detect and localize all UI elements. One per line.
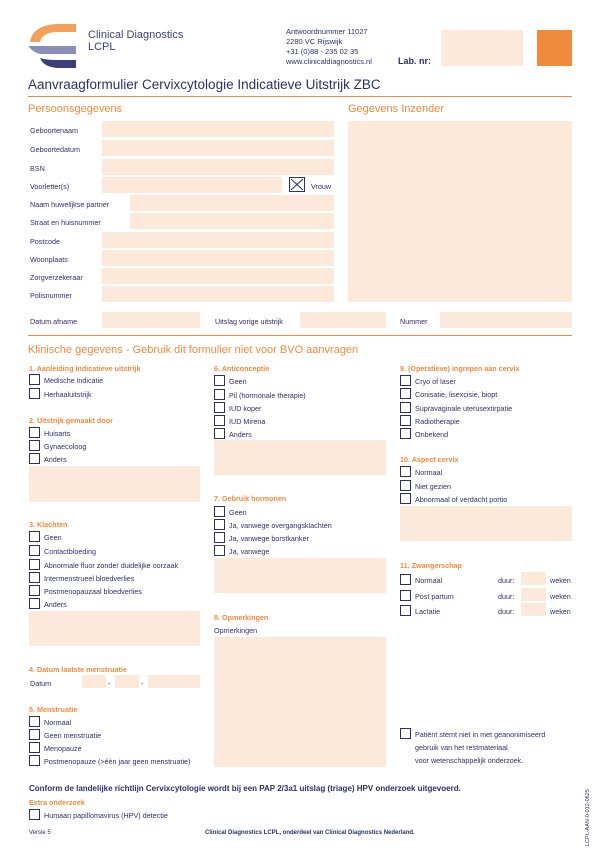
checkbox-unknown[interactable] bbox=[400, 428, 411, 439]
checkbox-gynaecologist[interactable] bbox=[29, 440, 40, 451]
postcode-field[interactable] bbox=[102, 232, 334, 248]
checkbox-conisation[interactable] bbox=[400, 388, 411, 399]
option-other-taker: Anders bbox=[44, 455, 67, 464]
option-unknown: Onbekend bbox=[415, 430, 449, 439]
abnormal-portio-field[interactable] bbox=[400, 506, 572, 541]
insurer-field[interactable] bbox=[102, 268, 334, 284]
option-intermenstrual: Intermenstrueel bloedverlies bbox=[44, 574, 135, 583]
checkbox-hormones-breast[interactable] bbox=[214, 532, 225, 543]
cross-icon bbox=[290, 178, 304, 191]
form-title: Aanvraagformulier Cervixcytologie Indicatieve Uitstrijk ZBC bbox=[28, 77, 381, 92]
extra-research-heading: Extra onderzoek bbox=[29, 798, 85, 807]
checkbox-cryo-laser[interactable] bbox=[400, 375, 411, 386]
hormones-other-field[interactable] bbox=[214, 558, 386, 593]
label-birth-name: Geboortenaam bbox=[30, 126, 78, 135]
label-city: Woonplaats bbox=[30, 255, 68, 264]
duration-field-3[interactable] bbox=[521, 603, 546, 616]
checkbox-intermenstrual[interactable] bbox=[29, 572, 40, 583]
checkbox-not-seen[interactable] bbox=[400, 480, 411, 491]
birth-name-field[interactable] bbox=[102, 121, 334, 137]
option-contact-bleeding: Contactbloeding bbox=[44, 547, 96, 556]
city-field[interactable] bbox=[102, 250, 334, 266]
checkbox-no-menses[interactable] bbox=[29, 729, 40, 740]
weeks-label-2: weken bbox=[550, 592, 571, 601]
lab-number-field[interactable] bbox=[441, 30, 523, 66]
duration-label-1: duur: bbox=[498, 576, 515, 585]
guideline-text: Conform de landelijke richtlijn Cervixcytologie wordt bij een PAP 2/3a1 uitslag (triage) HPV onderzoek uitgevoerd. bbox=[29, 784, 461, 793]
option-hormones-breast: Ja, vanwege borstkanker bbox=[229, 534, 309, 543]
option-complaint-none: Geen bbox=[44, 533, 62, 542]
option-gp: Huisarts bbox=[44, 429, 71, 438]
contra-other-field[interactable] bbox=[214, 440, 386, 475]
initials-field[interactable] bbox=[102, 177, 282, 193]
option-menopause: Menopauze bbox=[44, 744, 82, 753]
label-birth-date: Geboortedatum bbox=[30, 145, 80, 154]
consent-line-3: voor wetenschappelijk onderzoek. bbox=[415, 756, 524, 765]
s2-title: 2. Uitstrijk gemaakt door bbox=[29, 416, 113, 425]
option-menses-normal: Normaal bbox=[44, 718, 72, 727]
checkbox-contra-other[interactable] bbox=[214, 428, 225, 439]
checkbox-consent-refusal[interactable] bbox=[400, 728, 411, 739]
option-medical-indication: Medische indicatie bbox=[44, 376, 104, 385]
checkbox-contra-none[interactable] bbox=[214, 375, 225, 386]
date-separator-2: - bbox=[141, 679, 144, 688]
s6-title: 6. Anticonceptie bbox=[214, 364, 270, 373]
checkbox-pill[interactable] bbox=[214, 389, 225, 400]
checkbox-repeat-smear[interactable] bbox=[29, 388, 40, 399]
phone: +31 (0)88 - 235 02 35 bbox=[286, 47, 359, 56]
footer-org: Clinical Diagnostics LCPL, onderdeel van Clinical Diagnostics Nederland. bbox=[205, 830, 415, 836]
consent-line-2: gebruik van het restmateriaal bbox=[415, 743, 508, 752]
clinical-rule bbox=[28, 335, 572, 336]
checkbox-abnormal-portio[interactable] bbox=[400, 493, 411, 504]
company-logo bbox=[26, 20, 82, 72]
label-street: Straat en huisnummer bbox=[30, 218, 101, 227]
checkbox-complaint-none[interactable] bbox=[29, 531, 40, 542]
duration-label-3: duur: bbox=[498, 607, 515, 616]
checkbox-cervix-normal[interactable] bbox=[400, 466, 411, 477]
checkbox-menopause[interactable] bbox=[29, 742, 40, 753]
lmp-month-field[interactable] bbox=[115, 675, 139, 688]
checkbox-medical-indication[interactable] bbox=[29, 374, 40, 385]
checkbox-hormones-menopause[interactable] bbox=[214, 519, 225, 530]
sender-heading: Gegevens Inzender bbox=[348, 103, 445, 115]
company-name: Clinical Diagnostics bbox=[88, 29, 184, 41]
s8-title: 8. Opmerkingen bbox=[214, 613, 269, 622]
birth-date-field[interactable] bbox=[102, 140, 334, 156]
weeks-label-3: weken bbox=[550, 607, 571, 616]
checkbox-contact-bleeding[interactable] bbox=[29, 545, 40, 556]
option-hormones-other: Ja, vanwege bbox=[229, 547, 270, 556]
option-cervix-normal: Normaal bbox=[415, 468, 443, 477]
policy-field[interactable] bbox=[102, 286, 334, 302]
duration-field-1[interactable] bbox=[521, 572, 546, 585]
lab-number-label: Lab. nr: bbox=[398, 56, 431, 66]
title-rule bbox=[28, 96, 572, 97]
checkbox-extirpation[interactable] bbox=[400, 402, 411, 413]
option-hpv: Humaan papillomavirus (HPV) detectie bbox=[44, 811, 168, 820]
partner-name-field[interactable] bbox=[130, 195, 334, 211]
label-bsn: BSN bbox=[30, 164, 45, 173]
s7-title: 7. Gebruik hormonen bbox=[214, 494, 287, 503]
checkbox-post-partum[interactable] bbox=[400, 590, 411, 601]
label-lmp-date: Datum bbox=[30, 679, 52, 688]
bsn-field[interactable] bbox=[102, 159, 334, 175]
option-contra-other: Anders bbox=[229, 430, 252, 439]
option-cryo-laser: Cryo of laser bbox=[415, 377, 456, 386]
option-iud-copper: IUD koper bbox=[229, 404, 262, 413]
option-postmenopausal: Postmenopauzaal bloedverlies bbox=[44, 587, 142, 596]
s9-title: 9. (Operatieve) ingrepen aan cervix bbox=[400, 364, 520, 373]
lmp-year-field[interactable] bbox=[148, 675, 200, 688]
label-postcode: Postcode bbox=[30, 237, 60, 246]
option-repeat-smear: Herhaaluitstrijk bbox=[44, 390, 92, 399]
option-complaint-other: Anders bbox=[44, 600, 67, 609]
weeks-label-1: weken bbox=[550, 576, 571, 585]
option-abnormal-portio: Abnormaal of verdacht portio bbox=[415, 495, 508, 504]
clinical-heading: Klinische gegevens - Gebruik dit formulier niet voor BVO aanvragen bbox=[28, 344, 359, 356]
checkbox-hpv[interactable] bbox=[29, 809, 40, 820]
s5-title: 5. Menstruatie bbox=[29, 705, 78, 714]
checkbox-abnormal-fluor[interactable] bbox=[29, 559, 40, 570]
checkbox-hormones-none[interactable] bbox=[214, 506, 225, 517]
option-radiotherapy: Radiotherapie bbox=[415, 417, 460, 426]
address-line1: Antwoordnummer 11027 bbox=[286, 27, 368, 36]
checkbox-iud-mirena[interactable] bbox=[214, 415, 225, 426]
option-hormones-menopause: Ja, vanwege overgangsklachten bbox=[229, 521, 332, 530]
duration-label-2: duur: bbox=[498, 592, 515, 601]
s10-title: 10. Aspect cervix bbox=[400, 455, 459, 464]
option-contra-none: Geen bbox=[229, 377, 247, 386]
checkbox-pregnancy-normal[interactable] bbox=[400, 574, 411, 585]
checkbox-hormones-other[interactable] bbox=[214, 545, 225, 556]
number-field[interactable] bbox=[440, 312, 572, 328]
remarks-field[interactable] bbox=[214, 637, 386, 767]
option-not-seen: Niet gezien bbox=[415, 482, 451, 491]
consent-line-1: Patiënt stemt niet in met geanonimiseerd bbox=[415, 730, 546, 739]
label-policy: Polisnummer bbox=[30, 291, 72, 300]
street-field[interactable] bbox=[130, 213, 334, 229]
date-separator-1: - bbox=[108, 679, 111, 688]
option-extirpation: Supravaginale uterusextirpatie bbox=[415, 404, 513, 413]
label-sample-date: Datum afname bbox=[30, 317, 78, 326]
s1-title: 1. Aanleiding indicatieve uitstrijk bbox=[29, 364, 141, 373]
option-lactation: Lactatie bbox=[415, 607, 441, 616]
website: www.clinicaldiagnostics.nl bbox=[286, 57, 372, 66]
checkbox-iud-copper[interactable] bbox=[214, 402, 225, 413]
s3-title: 3. Klachten bbox=[29, 520, 68, 529]
checkbox-gp[interactable] bbox=[29, 427, 40, 438]
option-gynaecologist: Gynaecoloog bbox=[44, 442, 87, 451]
other-taker-field[interactable] bbox=[29, 466, 200, 502]
checkbox-lactation[interactable] bbox=[400, 605, 411, 616]
version: Versie 5 bbox=[29, 830, 51, 836]
s11-title: 11. Zwangerschap bbox=[400, 561, 462, 570]
complaint-other-field[interactable] bbox=[29, 611, 200, 646]
checkbox-postmenopause[interactable] bbox=[29, 755, 40, 766]
checkbox-menses-normal[interactable] bbox=[29, 716, 40, 727]
option-pregnancy-normal: Normaal bbox=[415, 576, 443, 585]
personal-heading: Persoonsgegevens bbox=[28, 103, 123, 115]
label-initials: Voorletter(s) bbox=[30, 182, 70, 191]
option-iud-mirena: IUD Mirena bbox=[229, 417, 266, 426]
label-previous-result: Uitslag vorige uitstrijk bbox=[215, 317, 283, 326]
label-female: Vrouw bbox=[311, 182, 332, 191]
gender-checkbox[interactable] bbox=[289, 177, 305, 192]
lmp-day-field[interactable] bbox=[82, 675, 106, 688]
sender-field[interactable] bbox=[348, 121, 572, 302]
option-conisation: Conisatie, lisexcisie, biopt bbox=[415, 390, 498, 399]
option-pill: Pil (hormonale therapie) bbox=[229, 391, 306, 400]
sample-date-field[interactable] bbox=[102, 312, 200, 328]
option-abnormal-fluor: Abnormale fluor zonder duidelijke oorzaak bbox=[44, 561, 179, 570]
company-subname: LCPL bbox=[88, 41, 116, 53]
checkbox-other-taker[interactable] bbox=[29, 453, 40, 464]
duration-field-2[interactable] bbox=[521, 588, 546, 601]
barcode-box bbox=[537, 30, 572, 66]
label-insurer: Zorgverzekeraar bbox=[30, 273, 83, 282]
previous-result-field[interactable] bbox=[300, 312, 386, 328]
remarks-label: Opmerkingen bbox=[214, 626, 258, 635]
option-hormones-none: Geen bbox=[229, 508, 247, 517]
checkbox-postmenopausal[interactable] bbox=[29, 585, 40, 596]
option-post-partum: Post partum bbox=[415, 592, 454, 601]
checkbox-radiotherapy[interactable] bbox=[400, 415, 411, 426]
label-number: Nummer bbox=[400, 317, 428, 326]
address-line2: 2280 VC Rijswijk bbox=[286, 37, 343, 46]
option-no-menses: Geen menstruatie bbox=[44, 731, 102, 740]
s4-title: 4. Datum laatste menstruatie bbox=[29, 665, 127, 674]
label-partner-name: Naam huwelijkse partner bbox=[30, 200, 110, 209]
document-code: LCPL-AAN-0-012-0625 bbox=[585, 789, 591, 846]
option-postmenopause: Postmenopauze (>één jaar geen menstruatie) bbox=[44, 757, 191, 766]
checkbox-complaint-other[interactable] bbox=[29, 598, 40, 609]
